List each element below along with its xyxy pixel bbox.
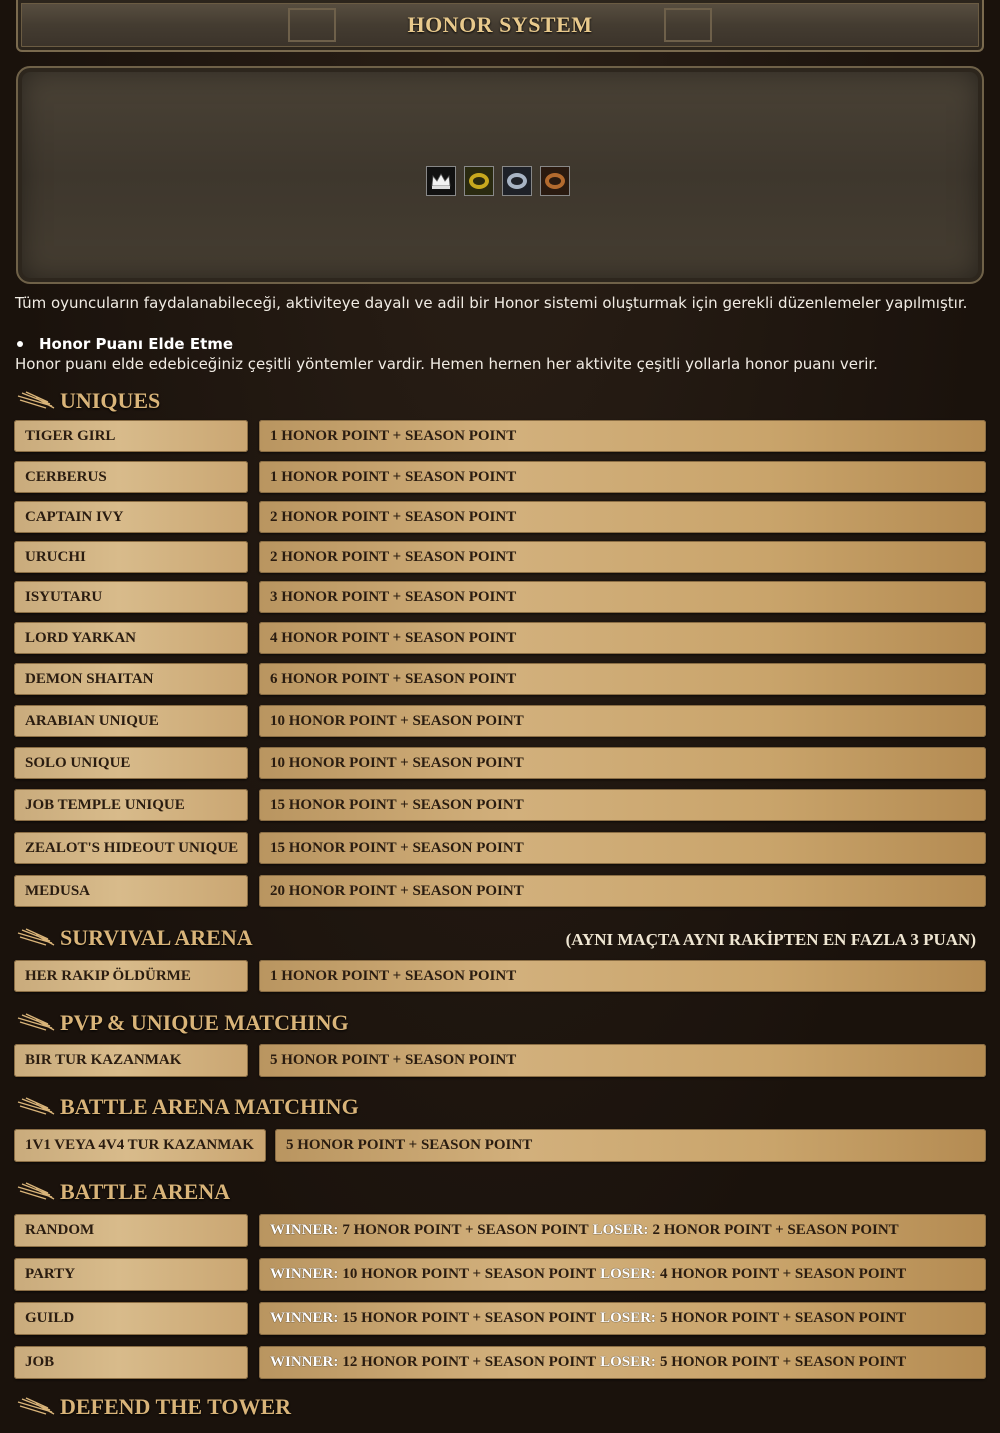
loser-value: 4 HONOR POINT + SEASON POINT (659, 1266, 907, 1282)
row-value: 6 HONOR POINT + SEASON POINT (259, 663, 986, 695)
crown-icon (426, 166, 456, 196)
row-value (259, 1302, 986, 1335)
page-title: HONOR SYSTEM (407, 12, 593, 37)
winner-value: 12 HONOR POINT + SEASON POINT (342, 1354, 597, 1370)
row-name: JOB (14, 1346, 248, 1379)
section-title: BATTLE ARENA MATCHING (60, 1094, 359, 1119)
loser-label: LOSER: (592, 1222, 649, 1238)
winner-label: WINNER: (270, 1354, 339, 1370)
intro-text: Tüm oyuncuların faydalanabileceği, aktiviteye dayalı ve adil bir Honor sistemi oluşturmak için gerekli düzenlemeler yapılmıştır. (15, 294, 968, 312)
feather-wing-icon (16, 1012, 56, 1034)
page-title-bar (16, 0, 984, 52)
table-row (14, 420, 986, 452)
row-value: 5 HONOR POINT + SEASON POINT (259, 1044, 986, 1077)
feather-wing-icon (16, 927, 56, 949)
row-value: 2 HONOR POINT + SEASON POINT (259, 541, 986, 573)
row-value: 1 HONOR POINT + SEASON POINT (259, 420, 986, 452)
bullet-dot-icon (17, 341, 23, 347)
row-value: 4 HONOR POINT + SEASON POINT (259, 622, 986, 654)
feather-wing-icon (16, 1096, 56, 1118)
section-heading-uniques (16, 386, 160, 416)
winner-label: WINNER: (270, 1310, 339, 1326)
row-name: SOLO UNIQUE (14, 747, 248, 779)
table-row (14, 832, 986, 864)
winner-value: 10 HONOR POINT + SEASON POINT (342, 1266, 597, 1282)
section-heading-defend (16, 1392, 291, 1422)
row-name: HER RAKIP ÖLDÜRME (14, 960, 248, 992)
winner-label: WINNER: (270, 1266, 339, 1282)
section-title: PVP & UNIQUE MATCHING (60, 1010, 349, 1035)
row-value: 1 HONOR POINT + SEASON POINT (259, 461, 986, 493)
loser-label: LOSER: (600, 1266, 656, 1282)
section-title: DEFEND THE TOWER (60, 1394, 292, 1419)
row-value: 3 HONOR POINT + SEASON POINT (259, 581, 986, 613)
row-name: DEMON SHAITAN (14, 663, 248, 695)
table-row (14, 1214, 986, 1247)
section-heading-battle_matching (16, 1092, 359, 1122)
row-name: JOB TEMPLE UNIQUE (14, 789, 248, 821)
table-row (14, 1129, 986, 1162)
row-value: 5 HONOR POINT + SEASON POINT (275, 1129, 986, 1162)
row-name: CERBERUS (14, 461, 248, 493)
table-row (14, 581, 986, 613)
row-name: LORD YARKAN (14, 622, 248, 654)
table-row (14, 789, 986, 821)
honor-rank-icons (426, 166, 570, 196)
bullet-description: Honor puanı elde edebiceğiniz çeşitli yöntemler vardir. Hemen hernen her aktivite çeşitli yollarla honor puanı verir. (15, 355, 878, 373)
table-row (14, 1258, 986, 1291)
row-name: CAPTAIN IVY (14, 501, 248, 533)
feather-wing-icon (16, 1396, 56, 1418)
section-heading-pvp (16, 1008, 349, 1038)
row-name: ZEALOT'S HIDEOUT UNIQUE (14, 832, 248, 864)
bronze-ring-icon (540, 166, 570, 196)
table-row (14, 747, 986, 779)
row-value: 10 HONOR POINT + SEASON POINT (259, 747, 986, 779)
table-row (14, 875, 986, 907)
row-value: 1 HONOR POINT + SEASON POINT (259, 960, 986, 992)
loser-value: 5 HONOR POINT + SEASON POINT (659, 1354, 907, 1370)
section-note: (AYNI MAÇTA AYNI RAKİPTEN EN FAZLA 3 PUAN) (565, 930, 976, 949)
section-title: BATTLE ARENA (60, 1179, 231, 1204)
row-value (259, 1346, 986, 1379)
table-row (14, 705, 986, 737)
row-value (259, 1258, 986, 1291)
section-title: UNIQUES (60, 388, 161, 413)
row-value: 20 HONOR POINT + SEASON POINT (259, 875, 986, 907)
bullet-title: Honor Puanı Elde Etme (39, 335, 234, 353)
winner-value: 15 HONOR POINT + SEASON POINT (342, 1310, 597, 1326)
section-heading-survival (16, 923, 253, 953)
table-row (14, 663, 986, 695)
row-name: RANDOM (14, 1214, 248, 1247)
loser-label: LOSER: (600, 1310, 656, 1326)
loser-value: 2 HONOR POINT + SEASON POINT (652, 1222, 899, 1238)
table-row (14, 622, 986, 654)
row-name: PARTY (14, 1258, 248, 1291)
table-row (14, 501, 986, 533)
row-name: BIR TUR KAZANMAK (14, 1044, 248, 1077)
row-name: ISYUTARU (14, 581, 248, 613)
row-name: URUCHI (14, 541, 248, 573)
row-value: 2 HONOR POINT + SEASON POINT (259, 501, 986, 533)
table-row (14, 1044, 986, 1077)
row-name: TIGER GIRL (14, 420, 248, 452)
gold-ring-icon (464, 166, 494, 196)
table-row (14, 461, 986, 493)
row-value (259, 1214, 986, 1247)
winner-value: 7 HONOR POINT + SEASON POINT (342, 1222, 589, 1238)
silver-ring-icon (502, 166, 532, 196)
row-name: GUILD (14, 1302, 248, 1335)
loser-label: LOSER: (600, 1354, 656, 1370)
row-value: 10 HONOR POINT + SEASON POINT (259, 705, 986, 737)
row-name: MEDUSA (14, 875, 248, 907)
row-value: 15 HONOR POINT + SEASON POINT (259, 789, 986, 821)
section-title: SURVIVAL ARENA (60, 925, 253, 950)
bullet-heading (15, 335, 233, 353)
winner-label: WINNER: (270, 1222, 339, 1238)
table-row (14, 1302, 986, 1335)
row-name: ARABIAN UNIQUE (14, 705, 248, 737)
feather-wing-icon (16, 390, 56, 412)
row-name: 1V1 VEYA 4V4 TUR KAZANMAK (14, 1129, 266, 1162)
loser-value: 5 HONOR POINT + SEASON POINT (659, 1310, 907, 1326)
section-heading-battle_arena (16, 1177, 230, 1207)
table-row (14, 1346, 986, 1379)
row-value: 15 HONOR POINT + SEASON POINT (259, 832, 986, 864)
table-row (14, 541, 986, 573)
feather-wing-icon (16, 1181, 56, 1203)
table-row (14, 960, 986, 992)
